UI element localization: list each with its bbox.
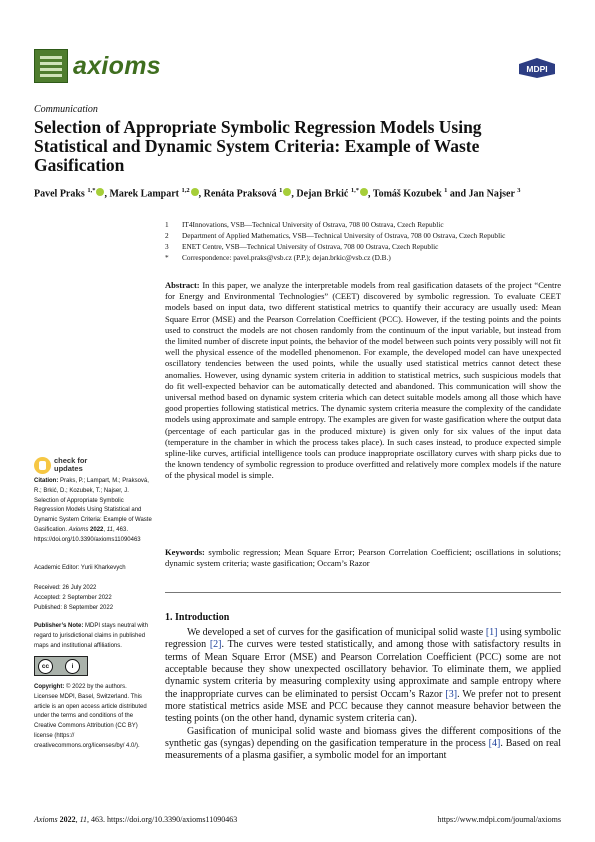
affiliation-row <box>165 219 575 230</box>
orcid-icon[interactable] <box>191 188 199 196</box>
copyright-notice: Copyright: © 2022 by the authors. Licensee MDPI, Basel, Switzerland. This article is an open access article distributed under the terms and conditions of the Creative Commons Attribution (CC BY) license (https:// creativecommons.org/licenses/by/ 4.0/). <box>34 684 147 749</box>
author-affiliation-mark: 1,* <box>350 187 359 194</box>
affiliation-text: IT4Innovations, VSB—Technical University of Ostrava, 708 00 Ostrava, Czech Republic <box>182 220 444 229</box>
citation-block: Citation: Praks, P.; Lampart, M.; Praksová, R.; Brkić, D.; Kozubek, T.; Najser, J. Selection of Appropriate Symbolic Regression Models Using Statistical and Dynamic System Criteria: Example of Waste Gasification. Axioms 2022, 11, 463. https://doi.org/10.3390/axioms11090463 <box>34 478 152 543</box>
affiliation-row <box>165 241 575 252</box>
keywords-label: Keywords: <box>165 547 205 557</box>
affiliation-number: * <box>165 253 169 262</box>
keywords <box>165 547 561 569</box>
affiliation-row <box>165 230 575 241</box>
author-name: Dejan Brkić <box>296 188 349 200</box>
published-date: Published: 8 September 2022 <box>34 605 114 611</box>
affiliation-number: 2 <box>165 231 169 240</box>
academic-editor: Academic Editor: Yurii Kharkevych <box>34 565 126 571</box>
check-updates-line2: updates <box>54 464 83 473</box>
affiliations <box>165 219 575 263</box>
mdpi-logo <box>517 58 557 78</box>
keywords-text: symbolic regression; Mean Square Error; Pearson Correlation Coefficient; oscillations in solutions; dynamic system criteria; waste gasification; Occam’s Razor <box>165 547 562 569</box>
affiliation-text: ENET Centre, VSB—Technical University of Ostrava, 708 00 Ostrava, Czech Republic <box>182 242 439 251</box>
author-affiliation-mark: 1,2 <box>181 187 190 194</box>
affiliation-row <box>165 252 575 263</box>
accepted-date: Accepted: 2 September 2022 <box>34 595 112 601</box>
author-affiliation-mark: 1,* <box>87 187 96 194</box>
section-heading: 1. Introduction <box>165 612 230 623</box>
footer-journal-url[interactable]: https://www.mdpi.com/journal/axioms <box>437 815 561 824</box>
article-type: Communication <box>34 104 98 115</box>
journal-name: axioms <box>73 52 161 80</box>
author-list: Pavel Praks $^{1,*}$ , Marek Lampart $^{1,2}$ , Renáta Praksová $^1$ , Dejan Brkić $^{1,*}$ , Tomáš Kozubek $^1$ and Jan Najser $^3$ <box>34 187 521 200</box>
author-name: Jan Najser <box>468 188 515 200</box>
affiliation-number: 1 <box>165 220 169 229</box>
abstract-label: Abstract: <box>165 280 200 290</box>
abstract <box>165 280 561 482</box>
orcid-icon[interactable] <box>360 188 368 196</box>
author-affiliation-mark: 1 <box>279 187 283 194</box>
affiliation-text: Department of Applied Mathematics, VSB—Technical University of Ostrava, 708 00 Ostrava, Czech Republic <box>182 231 506 240</box>
divider <box>165 592 561 593</box>
author-name: Pavel Praks <box>34 188 85 200</box>
citation-link[interactable]: [4] <box>488 738 501 750</box>
mdpi-logo-text: MDPI <box>526 64 548 74</box>
received-date: Received: 26 July 2022 <box>34 585 97 591</box>
check-updates-icon <box>34 457 51 474</box>
publisher-note: Publisher’s Note: MDPI stays neutral with regard to jurisdictional claims in published maps and institutional affiliations. <box>34 623 149 649</box>
paragraph: Gasification of municipal solid waste and biomass gives the different compositions of the synthetic gas (syngas) depending on the gasification temperature in the process [4]. Based on real measurements of a plasma gasifier, a symbolic model for an important <box>165 725 561 762</box>
author-affiliation-mark: 3 <box>517 187 521 194</box>
affiliation-number: 3 <box>165 242 169 251</box>
body-text <box>165 627 561 763</box>
author-affiliation-mark: 1 <box>444 187 448 194</box>
cc-icon: cc <box>38 659 53 674</box>
affiliation-text: Correspondence: pavel.praks@vsb.cz (P.P.); dejan.brkic@vsb.cz (D.B.) <box>182 253 391 262</box>
author-name: Tomáš Kozubek <box>372 188 442 200</box>
check-updates-line1: check for <box>54 456 88 465</box>
attribution-icon: i <box>65 659 80 674</box>
abstract-text: In this paper, we analyze the interpretable models from real gasification datasets of the project “Centre for Energy and Environmental Technologies” (CEET) discovered by symbolic regression. To evaluate CEET models based on input data, two different statistical metrics to quantify their accuracy are usually used: Mean Square Error (MSE) and the Pearson Correlation Coefficient (PCC). However, if the testing points and the points used to construct the models are not chosen randomly from the continuum of the input variable, but instead from the limited number of discrete input points, the behavior of the model between such points very possibly will not fit well the physical essence of the modelled phenomenon. For example, the developed model can have unexpected oscillatory tendencies between the used points, while the usually used statistical metrics cannot detect these anomalies. However, using dynamic system criteria in addition to statistical metrics, such suspicious models that do fit well-expected behavior can be automatically detected and abandoned. This communication will show the universal method based on dynamic system criteria which can detect suitable models among all those which have good properties following statistical metrics. The dynamic system criteria measure the complexity of the candidate models using approximate and sample entropy. The examples are given for waste gasification where the output data (percentage of each particular gas in the produced mixture) is given only for six values of the input data (temperature in the chamber in which the process takes place). In such cases instead, to produce expected simple spline-like curves, artificial intelligence tools can produce inappropriate oscillatory curves with sharp picks due to the known tendency of symbolic regression to produce overfitted and relatively more complex models if the nature of the physical model is simple. <box>165 280 561 481</box>
author-name: Renáta Praksová <box>203 188 277 200</box>
footer-citation: Axioms 2022, 11, 463. https://doi.org/10.3390/axioms11090463 <box>34 815 238 824</box>
page-title: Selection of Appropriate Symbolic Regression Models Using Statistical and Dynamic System Criteria: Example of Waste Gasification <box>34 117 482 175</box>
journal-logo-icon <box>34 49 68 83</box>
paragraph: We developed a set of curves for the gasification of municipal solid waste [1] using symbolic regression [2]. The curves were tested statistically, and among those with satisfactory results in terms of Mean Square Error (MSE) and Pearson Correlation Coefficient (PCC) some are not acceptable because they show unexpected oscillatory behavior. To eliminate them, we applied dynamic system criteria by measuring complexity using approximate and sample entropy where the inappropriate curves can be eliminated to persist Occam’s Razor [3]. We prefer not to present more statistical metrics aside MSE and PCC because they cannot measure behavior between the testing points (on the other hand, dynamic system criteria can). <box>165 627 561 725</box>
citation-link[interactable]: [1] <box>485 627 498 638</box>
citation-link[interactable]: [3] <box>445 688 458 700</box>
author-name: Marek Lampart <box>109 188 179 200</box>
citation-link[interactable]: [2] <box>209 639 222 651</box>
cc-by-badge[interactable] <box>34 656 88 676</box>
